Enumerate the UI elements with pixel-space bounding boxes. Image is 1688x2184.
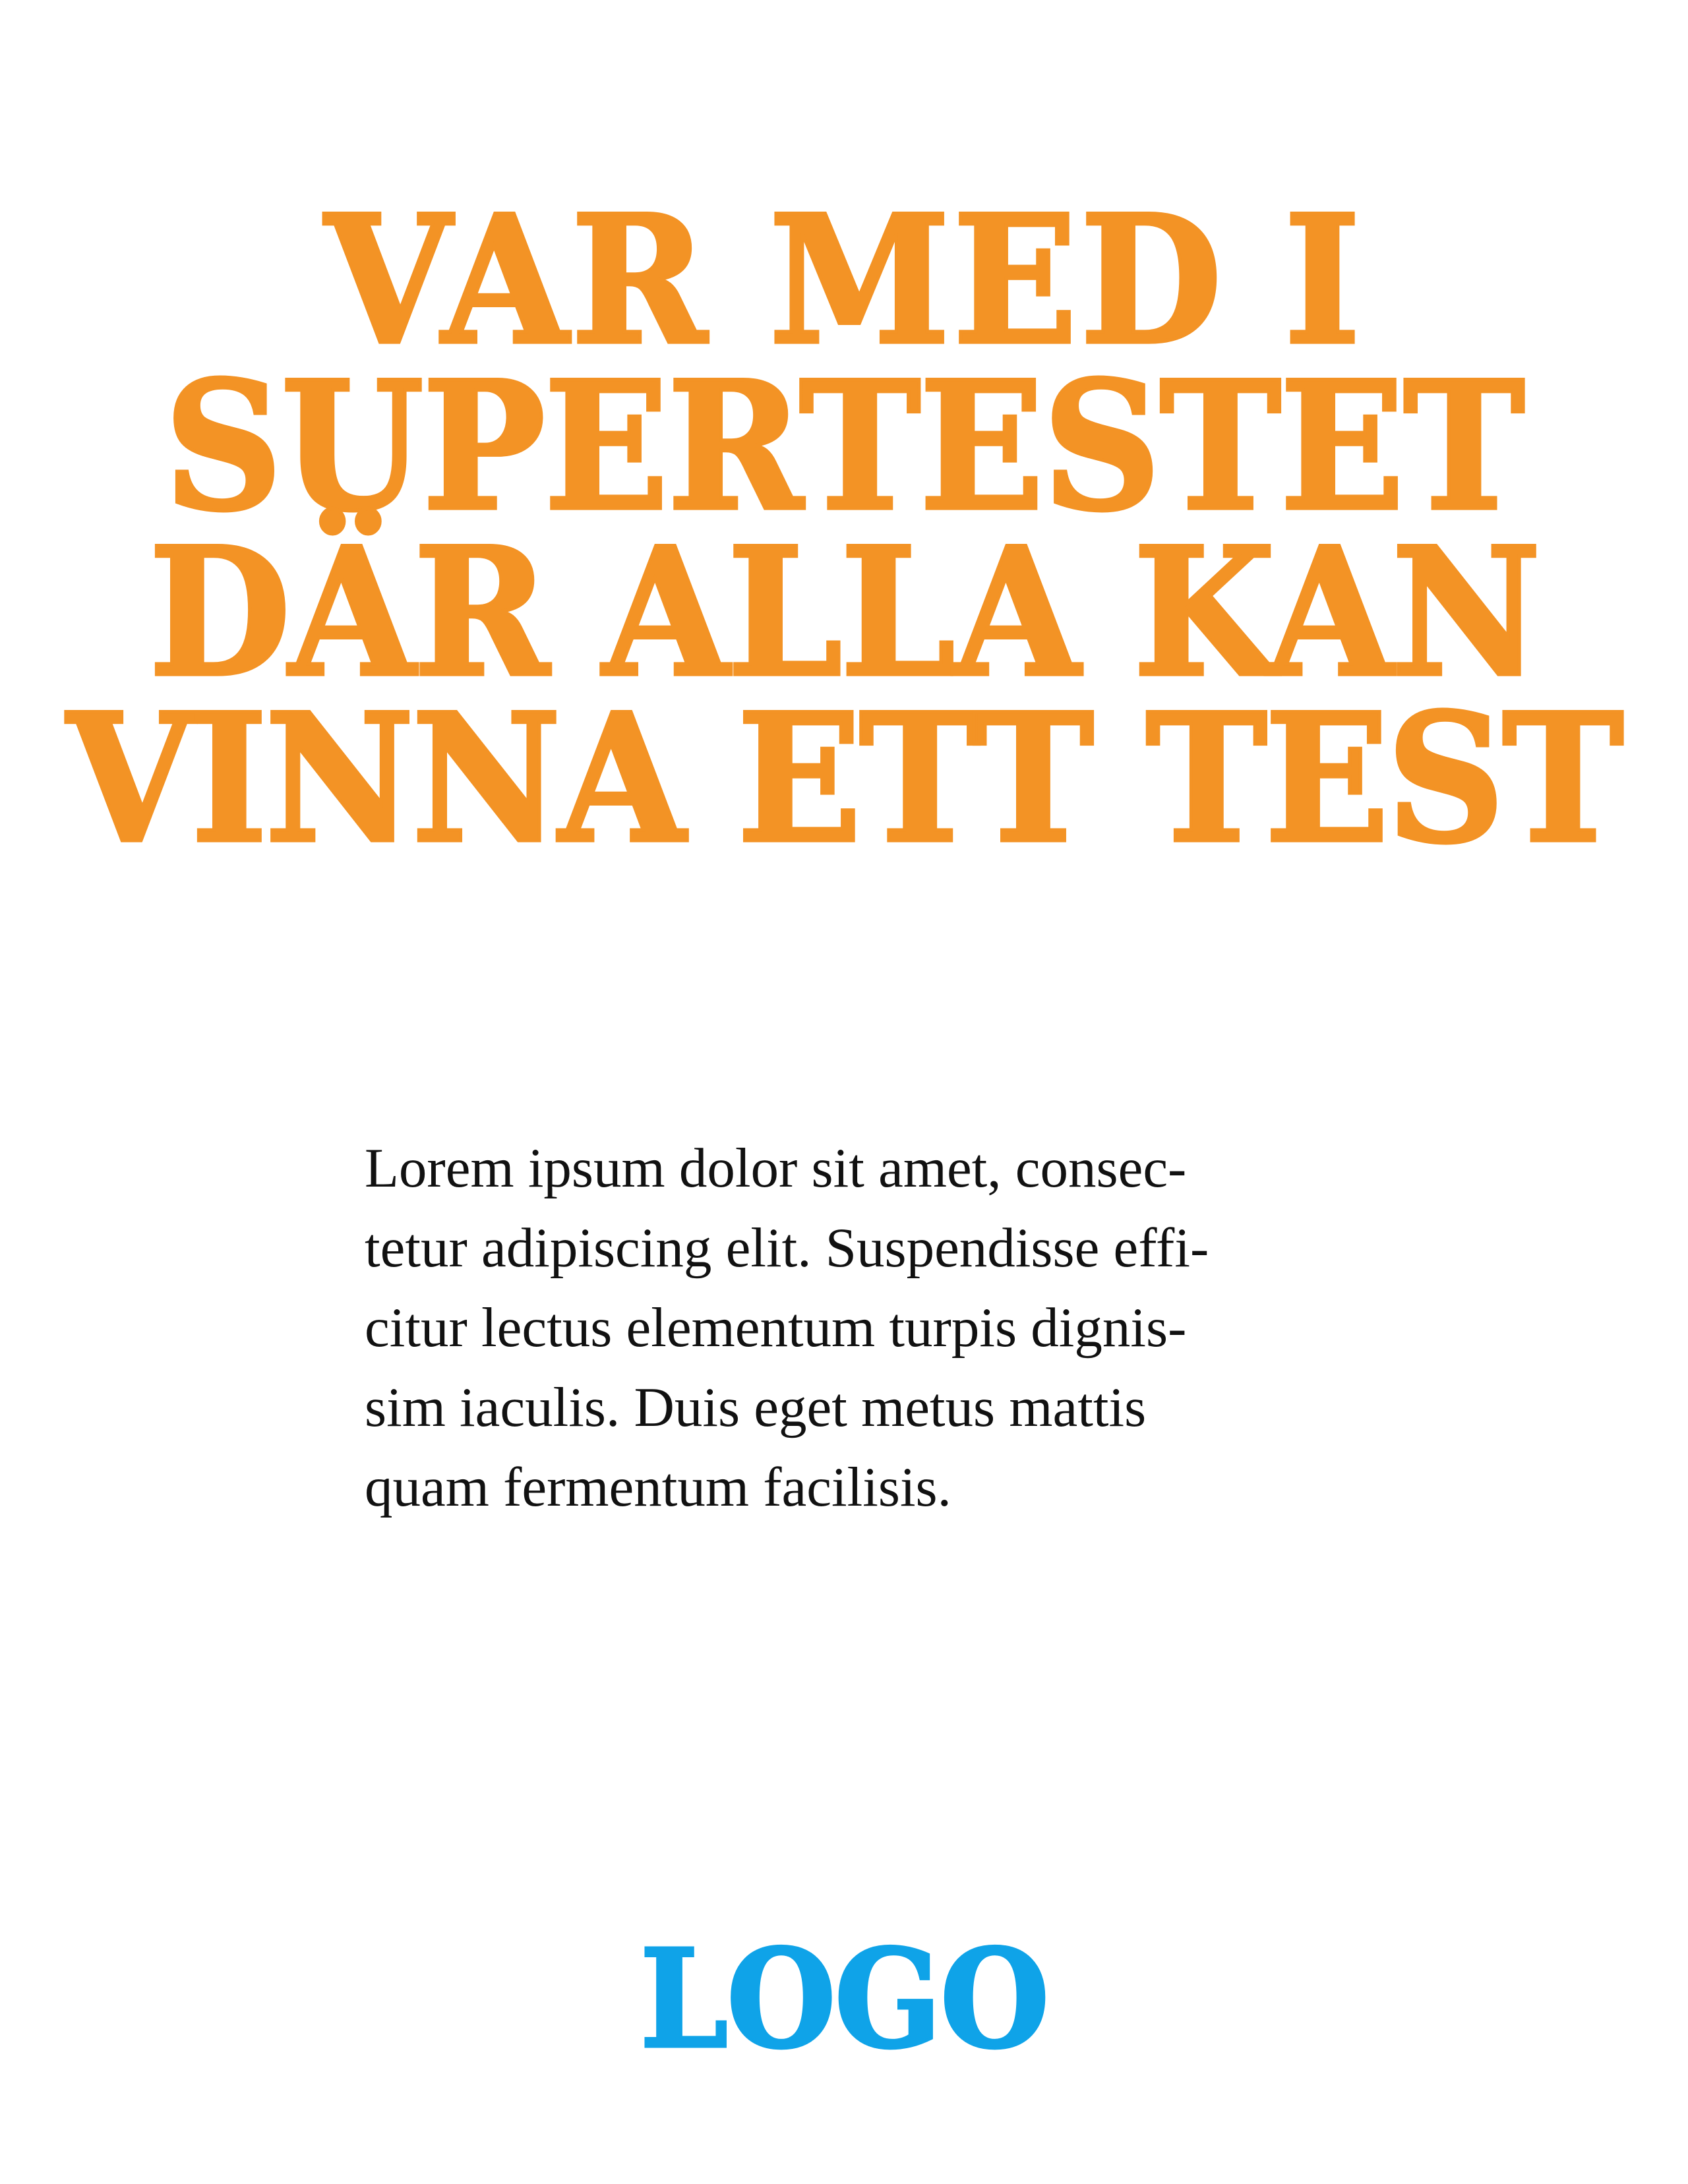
body-line-1: Lorem ipsum dolor sit amet, consec- — [365, 1137, 1187, 1199]
headline — [0, 177, 1688, 883]
logo: LOGO — [640, 1920, 1048, 2079]
headline-line-4: VINNA ETT TEST — [67, 675, 1621, 883]
headline-line-2: SUPERTESTET — [164, 343, 1524, 550]
body-line-3: citur lectus elementum turpis dignis- — [365, 1297, 1187, 1359]
headline-line-3: DÄR ALLA KAN — [148, 509, 1540, 717]
body-paragraph — [365, 1129, 1367, 1527]
headline-line-1: VAR MED I — [324, 177, 1364, 384]
body-line-5: quam fermentum facilisis. — [365, 1456, 951, 1518]
body-line-2: tetur adipiscing elit. Suspendisse effi- — [365, 1217, 1209, 1279]
body-line-4: sim iaculis. Duis eget metus mattis — [365, 1376, 1147, 1438]
